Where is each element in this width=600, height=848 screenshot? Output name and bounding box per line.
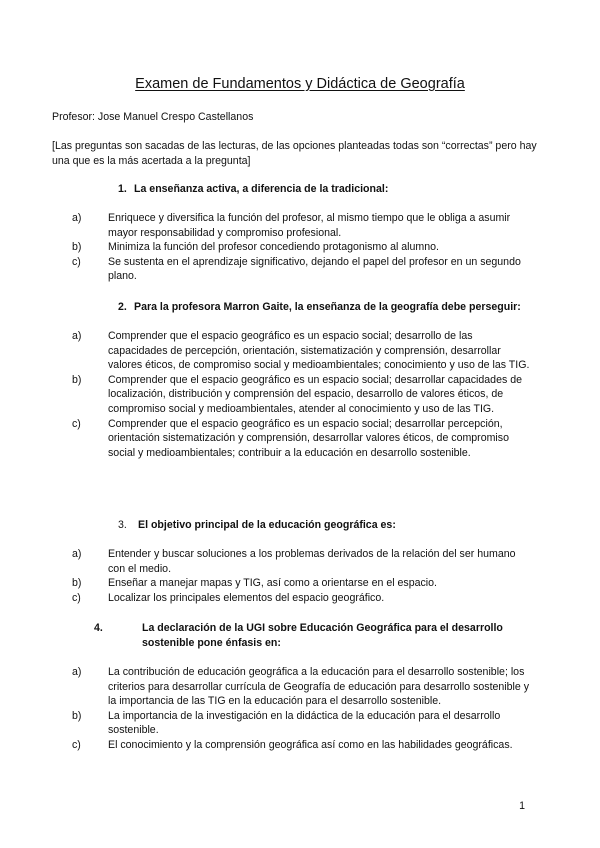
answer-option — [72, 240, 532, 255]
answer-letter: a) — [72, 330, 82, 342]
question-4 — [94, 621, 542, 650]
answers-question-1 — [72, 211, 532, 284]
answer-option — [72, 591, 532, 606]
answer-option — [72, 576, 532, 591]
answer-letter: c) — [72, 738, 81, 751]
answer-option — [72, 665, 532, 709]
instructions-note: [Las preguntas son sacadas de las lecturas, de las opciones planteadas todas son “correctas” pero hay una que es la más acertada a la pregunta] — [52, 140, 537, 167]
exam-title: Examen de Fundamentos y Didáctica de Geografía — [135, 76, 465, 92]
answer-text: Se sustenta en el aprendizaje significativo, dejando el papel del profesor en un segundo plano. — [108, 255, 521, 283]
answer-letter: b) — [72, 241, 82, 254]
answer-letter: c) — [72, 417, 81, 430]
answer-text: Comprender que el espacio geográfico es un espacio social; desarrollar percepción, orientación sistematización y comprensión, desarrollar valores éticos, de compromiso social y medioambientales; contribuir a la educación en desarrollo sostenible. — [108, 417, 509, 459]
answer-text: Comprender que el espacio geográfico es un espacio social; desarrollo de las capacidades de percepción, orientación, sistematización y comprensión, desarrollar valores éticos, de compromiso social y medioambientales; conocimiento y uso de las TIG. — [108, 330, 530, 372]
answer-option — [72, 547, 532, 576]
answer-letter: b) — [72, 709, 82, 722]
answers-question-4 — [72, 665, 532, 753]
answer-option — [72, 709, 532, 738]
question-3 — [118, 518, 548, 533]
answer-text: Comprender que el espacio geográfico es un espacio social; desarrollar capacidades de localización, distribución y comprensión del espacio, desarrollo de valores éticos, de compromiso social y medioambientales, atender al conocimiento y uso de las TIG. — [108, 373, 522, 415]
answer-option — [72, 417, 532, 461]
answer-letter: c) — [72, 255, 81, 268]
answer-letter: a) — [72, 548, 82, 560]
question-number: 4. — [94, 622, 103, 634]
question-1 — [118, 182, 548, 197]
answer-text: Entender y buscar soluciones a los problemas derivados de la relación del ser humano con el medio. — [108, 548, 516, 575]
answers-question-3 — [72, 547, 532, 605]
question-text: El objetivo principal de la educación geográfica es: — [138, 519, 396, 531]
question-number: 1. — [118, 183, 127, 195]
professor-name: Profesor: Jose Manuel Crespo Castellanos — [52, 111, 254, 123]
question-text: Para la profesora Marron Gaite, la enseñanza de la geografía debe perseguir: — [134, 301, 521, 313]
question-text: La enseñanza activa, a diferencia de la tradicional: — [134, 183, 389, 195]
answer-option — [72, 255, 532, 284]
answer-option — [72, 329, 532, 373]
answer-text: La contribución de educación geográfica a la educación para el desarrollo sostenible; los criterios para desarrollar currícula de Geografía de educación para desarrollo sostenible y la importancia de las TIG en la educación para el desarrollo sostenible. — [108, 666, 530, 708]
question-number: 3. — [118, 519, 127, 531]
answer-text: La importancia de la investigación en la didáctica de la educación para el desarrollo sostenible. — [108, 709, 501, 737]
answer-text: Minimiza la función del profesor concediendo protagonismo al alumno. — [108, 241, 439, 254]
answer-option — [72, 373, 532, 417]
answer-text: Enseñar a manejar mapas y TIG, así como a orientarse en el espacio. — [108, 577, 437, 590]
question-2 — [118, 300, 548, 315]
answer-option — [72, 738, 532, 753]
question-text: La declaración de la UGI sobre Educación Geográfica para el desarrollo sostenible pone énfasis en: — [142, 622, 503, 649]
answer-option — [72, 211, 532, 240]
answer-letter: b) — [72, 577, 82, 590]
answer-text: Enriquece y diversifica la función del profesor, al mismo tiempo que le obliga a asumir mayor responsabilidad y compromiso profesional. — [108, 212, 511, 239]
answers-question-2 — [72, 329, 532, 460]
answer-letter: a) — [72, 212, 82, 224]
question-number: 2. — [118, 301, 127, 313]
answer-letter: c) — [72, 591, 81, 604]
answer-letter: b) — [72, 373, 82, 386]
answer-text: El conocimiento y la comprensión geográfica así como en las habilidades geográficas. — [108, 738, 513, 751]
page-number: 1 — [519, 800, 525, 812]
answer-text: Localizar los principales elementos del espacio geográfico. — [108, 591, 385, 604]
answer-letter: a) — [72, 666, 82, 678]
